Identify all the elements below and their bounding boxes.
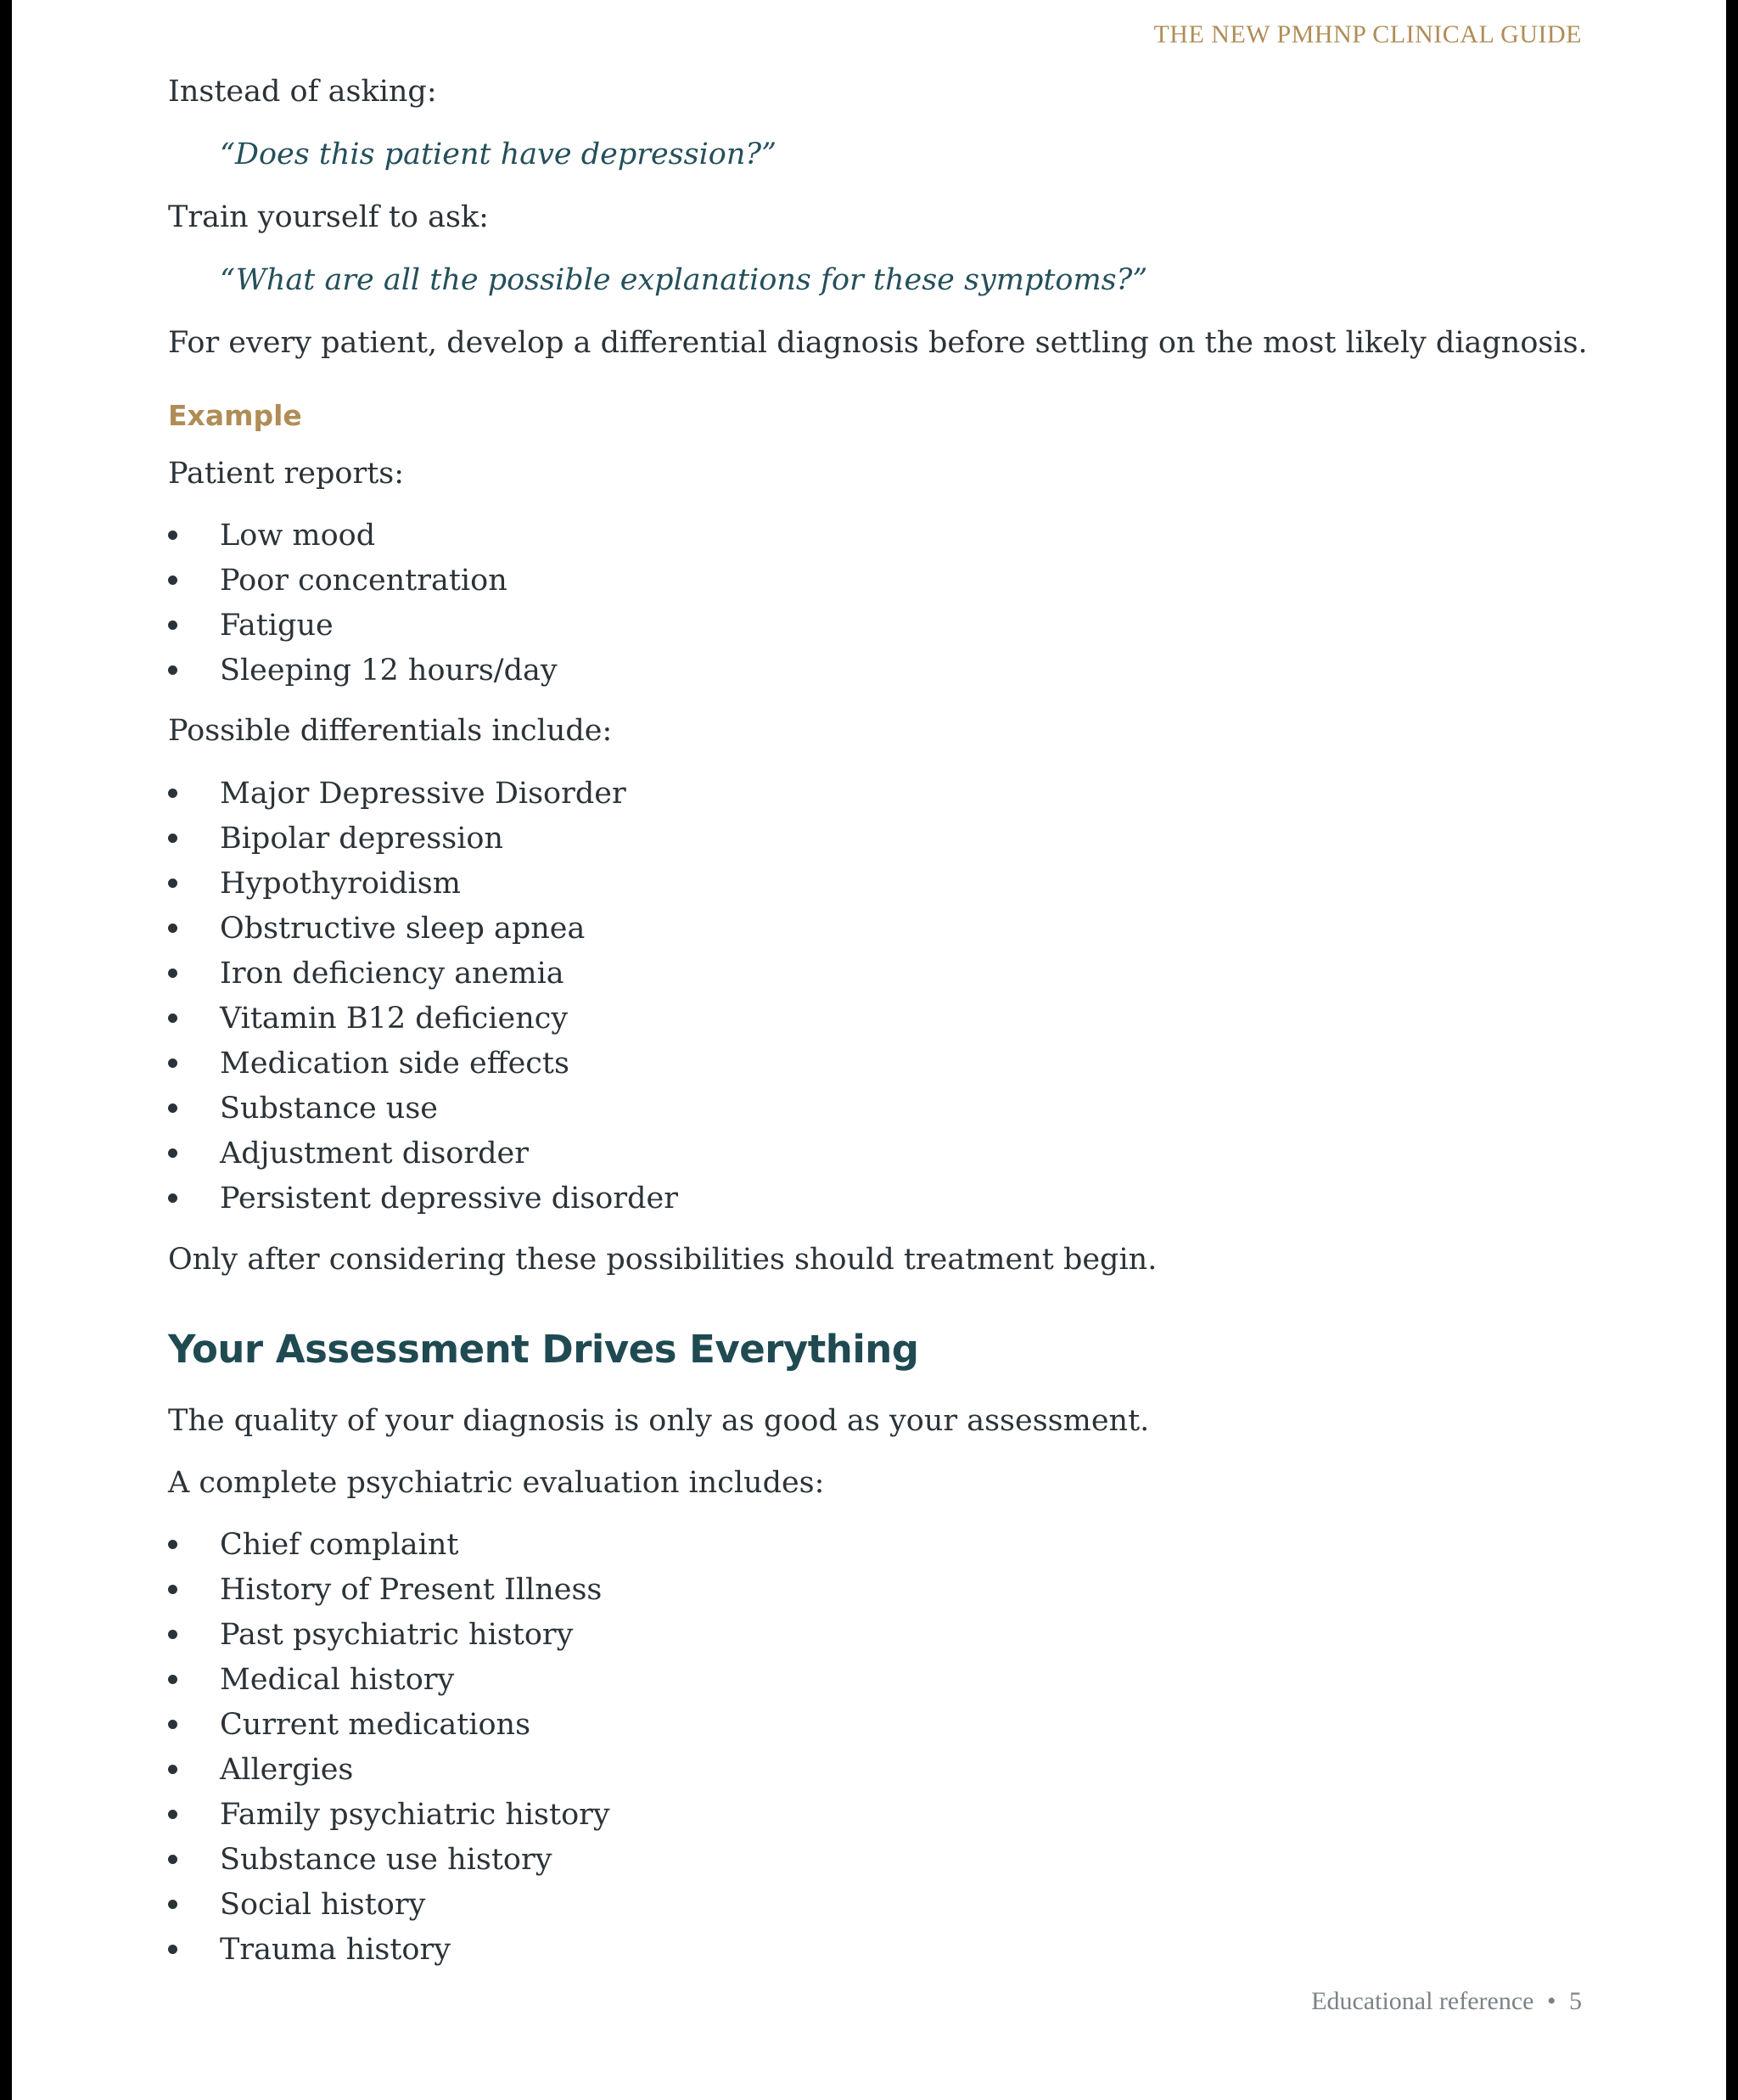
bullet-icon bbox=[168, 924, 177, 933]
component-text: Family psychiatric history bbox=[220, 1798, 610, 1832]
page-number: 5 bbox=[1569, 1987, 1582, 2015]
footer-label: Educational reference bbox=[1311, 1987, 1534, 2015]
bullet-icon bbox=[168, 1014, 177, 1023]
bullet-icon bbox=[168, 1720, 177, 1729]
differential-text: Medication side effects bbox=[220, 1047, 569, 1081]
evaluation-label: A complete psychiatric evaluation includes: bbox=[168, 1466, 825, 1500]
running-header: THE NEW PMHNP CLINICAL GUIDE bbox=[1153, 20, 1582, 48]
bullet-icon bbox=[168, 1585, 177, 1594]
bullet-icon bbox=[168, 665, 177, 675]
differential-note: For every patient, develop a differential diagnosis before settling on the most likely diagnosis. bbox=[168, 326, 1588, 360]
bullet-icon bbox=[168, 1630, 177, 1639]
bullet-icon bbox=[168, 1855, 177, 1864]
symptom-text: Poor concentration bbox=[220, 564, 507, 598]
differential-text: Substance use bbox=[220, 1092, 439, 1126]
differential-text: Persistent depressive disorder bbox=[220, 1182, 678, 1216]
bullet-icon bbox=[168, 1810, 177, 1819]
differential-text: Bipolar depression bbox=[220, 822, 504, 856]
component-text: Social history bbox=[220, 1888, 426, 1922]
differentials-label: Possible differentials include: bbox=[168, 714, 613, 748]
bullet-icon bbox=[168, 1945, 177, 1954]
differential-text: Iron deficiency anemia bbox=[220, 957, 564, 991]
document-page bbox=[12, 0, 1726, 2100]
component-text: Substance use history bbox=[220, 1843, 552, 1877]
bullet-icon bbox=[168, 1675, 177, 1684]
bullet-icon bbox=[168, 1540, 177, 1549]
patient-reports-label: Patient reports: bbox=[168, 457, 405, 491]
differential-text: Hypothyroidism bbox=[220, 867, 461, 901]
bullet-icon bbox=[168, 879, 177, 888]
component-text: Current medications bbox=[220, 1708, 531, 1742]
bullet-icon bbox=[168, 1765, 177, 1774]
bullet-icon bbox=[168, 576, 177, 585]
running-footer bbox=[1311, 1987, 1582, 2016]
bullet-icon bbox=[168, 531, 177, 540]
symptom-text: Sleeping 12 hours/day bbox=[220, 654, 558, 688]
bullet-icon bbox=[168, 789, 177, 798]
instead-label: Instead of asking: bbox=[168, 75, 437, 109]
component-text: Allergies bbox=[220, 1753, 354, 1787]
differential-text: Obstructive sleep apnea bbox=[220, 912, 586, 946]
train-quote: “What are all the possible explanations for these symptoms?” bbox=[220, 263, 1148, 297]
bullet-icon bbox=[168, 620, 177, 630]
footer-separator: • bbox=[1546, 1987, 1556, 2015]
symptom-text: Low mood bbox=[220, 519, 376, 553]
bullet-icon bbox=[168, 1148, 177, 1158]
symptom-text: Fatigue bbox=[220, 609, 334, 643]
bullet-icon bbox=[168, 1103, 177, 1113]
bullet-icon bbox=[168, 1900, 177, 1909]
component-text: Medical history bbox=[220, 1663, 455, 1697]
component-text: Chief complaint bbox=[220, 1528, 459, 1562]
component-text: History of Present Illness bbox=[220, 1573, 603, 1607]
differential-text: Adjustment disorder bbox=[220, 1137, 529, 1171]
differential-text: Major Depressive Disorder bbox=[220, 777, 626, 811]
bullet-icon bbox=[168, 969, 177, 978]
example-heading: Example bbox=[168, 399, 302, 432]
component-text: Trauma history bbox=[220, 1933, 451, 1967]
bullet-icon bbox=[168, 834, 177, 843]
example-closing: Only after considering these possibilities should treatment begin. bbox=[168, 1243, 1158, 1277]
section-title: Your Assessment Drives Everything bbox=[168, 1327, 919, 1372]
component-text: Past psychiatric history bbox=[220, 1618, 574, 1652]
differential-text: Vitamin B12 deficiency bbox=[220, 1002, 569, 1036]
train-label: Train yourself to ask: bbox=[168, 200, 489, 234]
instead-quote: “Does this patient have depression?” bbox=[220, 138, 777, 171]
bullet-icon bbox=[168, 1058, 177, 1068]
bullet-icon bbox=[168, 1193, 177, 1203]
quality-note: The quality of your diagnosis is only as good as your assessment. bbox=[168, 1404, 1150, 1438]
